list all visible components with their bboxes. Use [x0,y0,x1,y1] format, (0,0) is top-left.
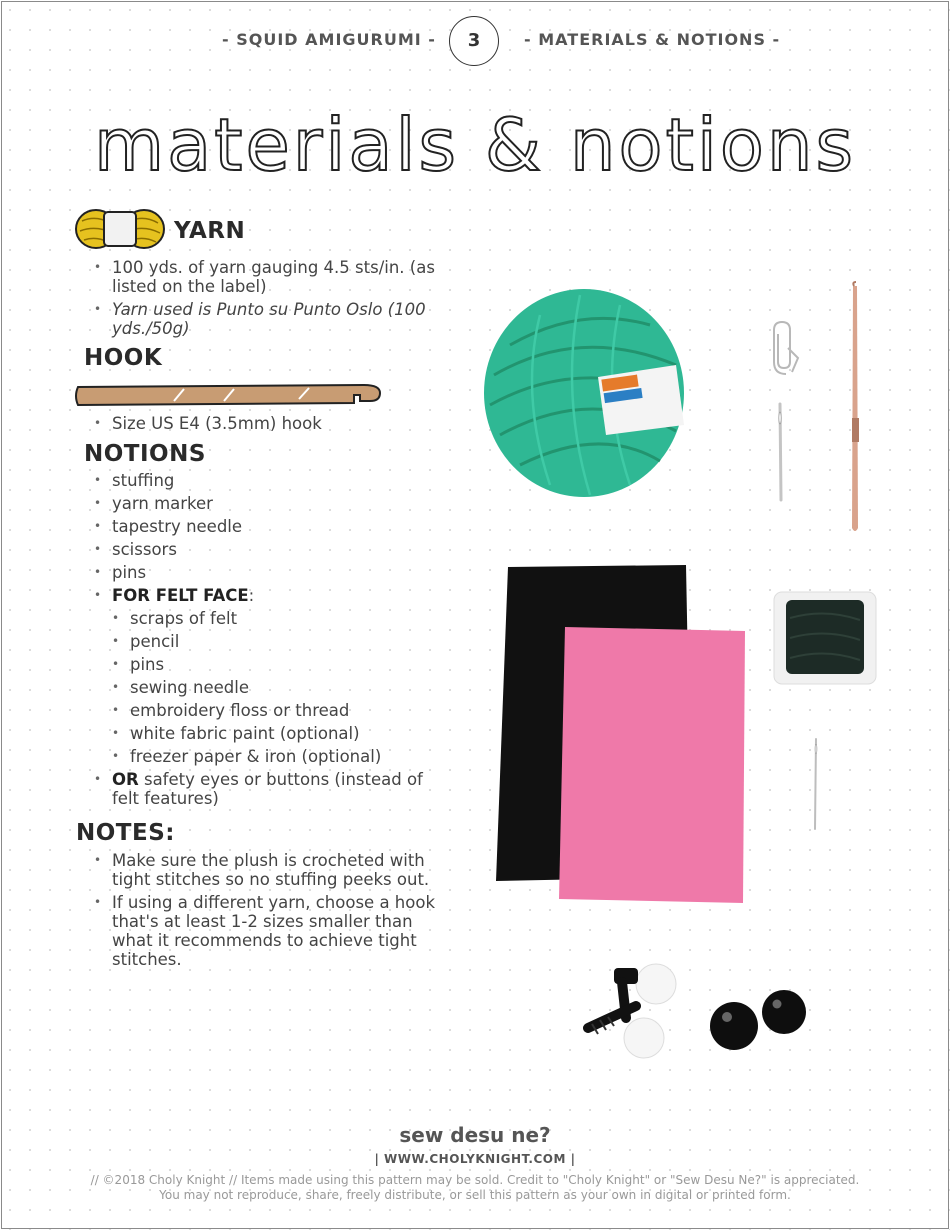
notes-list [92,851,452,973]
copyright-line-2: You may not reproduce, share, freely distribute, or sell this pattern as your own in digital or printed form. [159,1188,791,1202]
footer-brand: sew desu ne? [399,1123,551,1147]
list-item-felt-face [92,586,452,605]
crochet-hook-icon [74,381,384,409]
page-title: materials & notions [93,103,857,187]
notes-heading: NOTES: [76,820,175,846]
yarn-ball-icon [74,207,166,251]
crochet-hook-photo [842,280,868,538]
list-item: • pins [92,655,452,674]
list-item: • embroidery floss or thread [92,701,452,720]
safety-eyes-photo [578,962,686,1062]
list-item: • Size US E4 (3.5mm) hook [92,414,462,433]
header-right: - MATERIALS & NOTIONS - [524,30,781,49]
footer-copyright [0,1173,950,1203]
felt-face-suffix: : [248,586,255,605]
list-item: • Make sure the plush is crocheted with tight stitches so no stuffing peeks out. [92,851,452,889]
yarn-heading: YARN [174,218,246,244]
hook-list [92,414,462,437]
sewing-needle-photo [806,735,826,833]
list-item: • freezer paper & iron (optional) [92,747,452,766]
list-item: • sewing needle [92,678,452,697]
thread-bobbin-photo [770,588,880,688]
pink-felt-photo [555,625,751,907]
footer-url[interactable]: | WWW.CHOLYKNIGHT.COM | [374,1152,576,1166]
yarn-ball-photo [480,285,700,505]
list-item: • scraps of felt [92,609,452,628]
list-item: • pencil [92,632,452,651]
header-left: - SQUID AMIGURUMI - [222,30,436,49]
or-text: safety eyes or buttons (instead of felt features) [112,770,423,808]
tapestry-needle-photo [770,400,790,504]
list-item: • Yarn used is Punto su Punto Oslo (100 yds./50g) [92,300,462,338]
list-item: • yarn marker [92,494,452,513]
list-item: • white fabric paint (optional) [92,724,452,743]
list-item-or [92,770,452,808]
page-number: 3 [449,16,499,66]
list-item: • pins [92,563,452,582]
or-label: OR [112,770,139,789]
paperclip-photo [768,318,804,380]
copyright-line-1: // ©2018 Choly Knight // Items made using this pattern may be sold. Credit to "Choly Knight" or "Sew Desu Ne?" is appreciated. [90,1173,860,1187]
black-buttons-photo [700,986,812,1054]
list-item: • 100 yds. of yarn gauging 4.5 sts/in. (as listed on the label) [92,258,462,296]
notions-list [92,471,452,812]
hook-heading: HOOK [84,345,163,371]
list-item: • stuffing [92,471,452,490]
yarn-list [92,258,462,342]
list-item: • If using a different yarn, choose a hook that's at least 1-2 sizes smaller than what it recommends to achieve tight stitches. [92,893,452,969]
notions-heading: NOTIONS [84,441,206,467]
list-item: • tapestry needle [92,517,452,536]
felt-face-label: FOR FELT FACE [112,586,249,605]
list-item: • scissors [92,540,452,559]
